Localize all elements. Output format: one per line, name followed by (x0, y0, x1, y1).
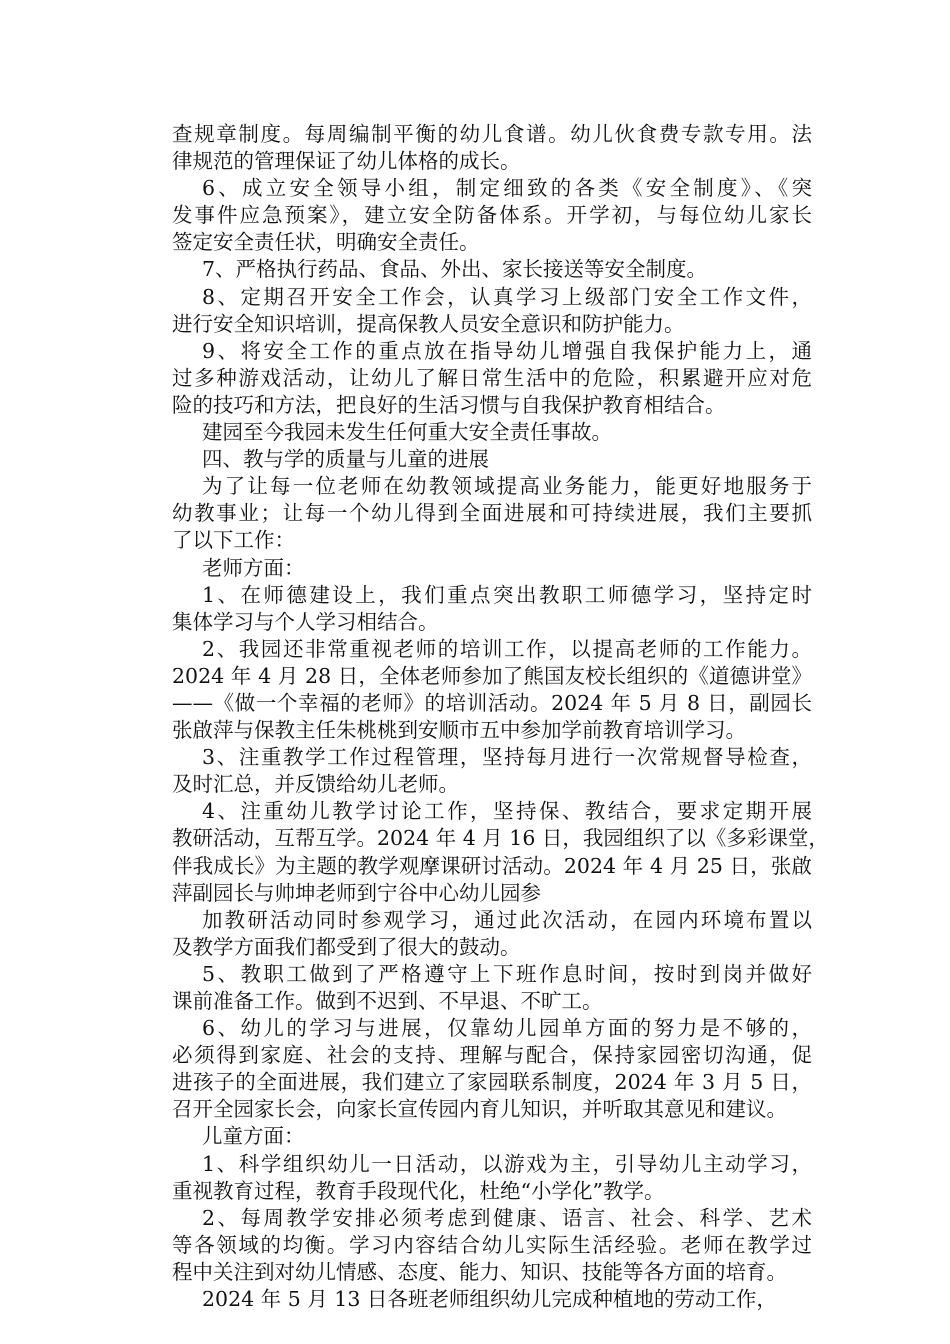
text-line: 查规章制度。每周编制平衡的幼儿食谱。幼儿伙食费专款专用。法 (172, 122, 812, 146)
text-line: 程中关注到对幼儿情感、态度、能力、知识、技能等各方面的培育。 (172, 1259, 787, 1284)
text-line: 了以下工作： (172, 528, 295, 553)
text-line: 6、幼儿的学习与进展，仅靠幼儿园单方面的努力是不够的， (202, 1016, 812, 1041)
text-line: 7、严格执行药品、食品、外出、家长接送等安全制度。 (202, 257, 708, 282)
text-line: 9、将安全工作的重点放在指导幼儿增强自我保护能力上，通 (202, 338, 812, 363)
text-line: 8、定期召开安全工作会，认真学习上级部门安全工作文件， (202, 284, 812, 309)
text-line: 进行安全知识培训，提高保教人员安全意识和防护能力。 (172, 311, 685, 336)
text-line: 1、科学组织幼儿一日活动，以游戏为主，引导幼儿主动学习， (202, 1151, 812, 1176)
text-line: 张啟萍与保教主任朱桃桃到安顺市五中参加学前教育培训学习。 (172, 718, 746, 743)
text-line: 等各领域的均衡。学习内容结合幼儿实际生活经验。老师在教学过 (172, 1232, 812, 1257)
text-line: 及时汇总，并反馈给幼儿老师。 (172, 772, 459, 797)
text-line: 2、每周教学安排必须考虑到健康、语言、社会、科学、艺术 (202, 1205, 812, 1230)
text-line: 发事件应急预案》，建立安全防备体系。开学初，与每位幼儿家长 (172, 203, 812, 228)
text-line: 5、教职工做到了严格遵守上下班作息时间，按时到岗并做好 (202, 961, 812, 986)
text-line: 伴我成长》为主题的教学观摩课研讨活动。2024 年 4 月 25 日，张啟 (172, 853, 812, 878)
text-line: 课前准备工作。做到不迟到、不早退、不旷工。 (172, 989, 603, 1013)
text-line: 重视教育过程，教育手段现代化，杜绝“小学化”教学。 (172, 1178, 665, 1203)
text-line: 召开全园家长会，向家长宣传园内育儿知识，并听取其意见和建议。 (172, 1097, 787, 1122)
text-line: 及教学方面我们都受到了很大的鼓动。 (172, 934, 521, 959)
text-line: 4、注重幼儿教学讨论工作，坚持保、教结合，要求定期开展 (202, 799, 812, 824)
text-line: 6、成立安全领导小组，制定细致的各类《安全制度》、《突 (202, 176, 812, 201)
text-line: 儿童方面： (202, 1124, 305, 1149)
text-line: 进孩子的全面进展，我们建立了家园联系制度，2024 年 3 月 5 日， (172, 1070, 812, 1095)
text-line: 教研活动，互帮互学。2024 年 4 月 16 日，我园组织了以《多彩课堂， (172, 826, 829, 851)
text-line: 2024 年 5 月 13 日各班老师组织幼儿完成种植地的劳动工作， (202, 1287, 777, 1312)
text-line: 必须得到家庭、社会的支持、理解与配合，保持家园密切沟通，促 (172, 1043, 812, 1068)
text-line: 萍副园长与帅坤老师到宁谷中心幼儿园参 (172, 880, 541, 905)
text-line: 集体学习与个人学习相结合。 (172, 609, 439, 634)
text-line: 签定安全责任状，明确安全责任。 (172, 230, 480, 255)
text-line: 险的技巧和方法，把良好的生活习惯与自我保护教育相结合。 (172, 392, 726, 417)
text-line: 2、我园还非常重视老师的培训工作，以提高老师的工作能力。 (202, 636, 812, 661)
text-line: 建园至今我园未发生任何重大安全责任事故。 (202, 420, 612, 445)
text-line: 四、教与学的质量与儿童的进展 (202, 447, 489, 472)
text-line: 老师方面： (202, 555, 305, 580)
text-line: 3、注重教学工作过程管理，坚持每月进行一次常规督导检查， (202, 745, 812, 770)
text-line: 1、在师德建设上，我们重点突出教职工师德学习，坚持定时 (202, 582, 812, 607)
text-line: ——《做一个幸福的老师》的培训活动。2024 年 5 月 8 日，副园长 (172, 690, 812, 715)
document-body (172, 121, 829, 1313)
text-line: 幼教事业；让每一个幼儿得到全面进展和可持续进展，我们主要抓 (172, 501, 812, 526)
text-line: 过多种游戏活动，让幼儿了解日常生活中的危险，积累避开应对危 (172, 365, 812, 390)
text-line: 为了让每一位老师在幼教领域提高业务能力，能更好地服务于 (202, 474, 812, 499)
text-line: 律规范的管理保证了幼儿体格的成长。 (172, 149, 521, 174)
text-line: 2024 年 4 月 28 日，全体老师参加了熊国友校长组织的《道德讲堂》 (172, 663, 812, 688)
text-line: 加教研活动同时参观学习，通过此次活动，在园内环境布置以 (202, 907, 812, 932)
